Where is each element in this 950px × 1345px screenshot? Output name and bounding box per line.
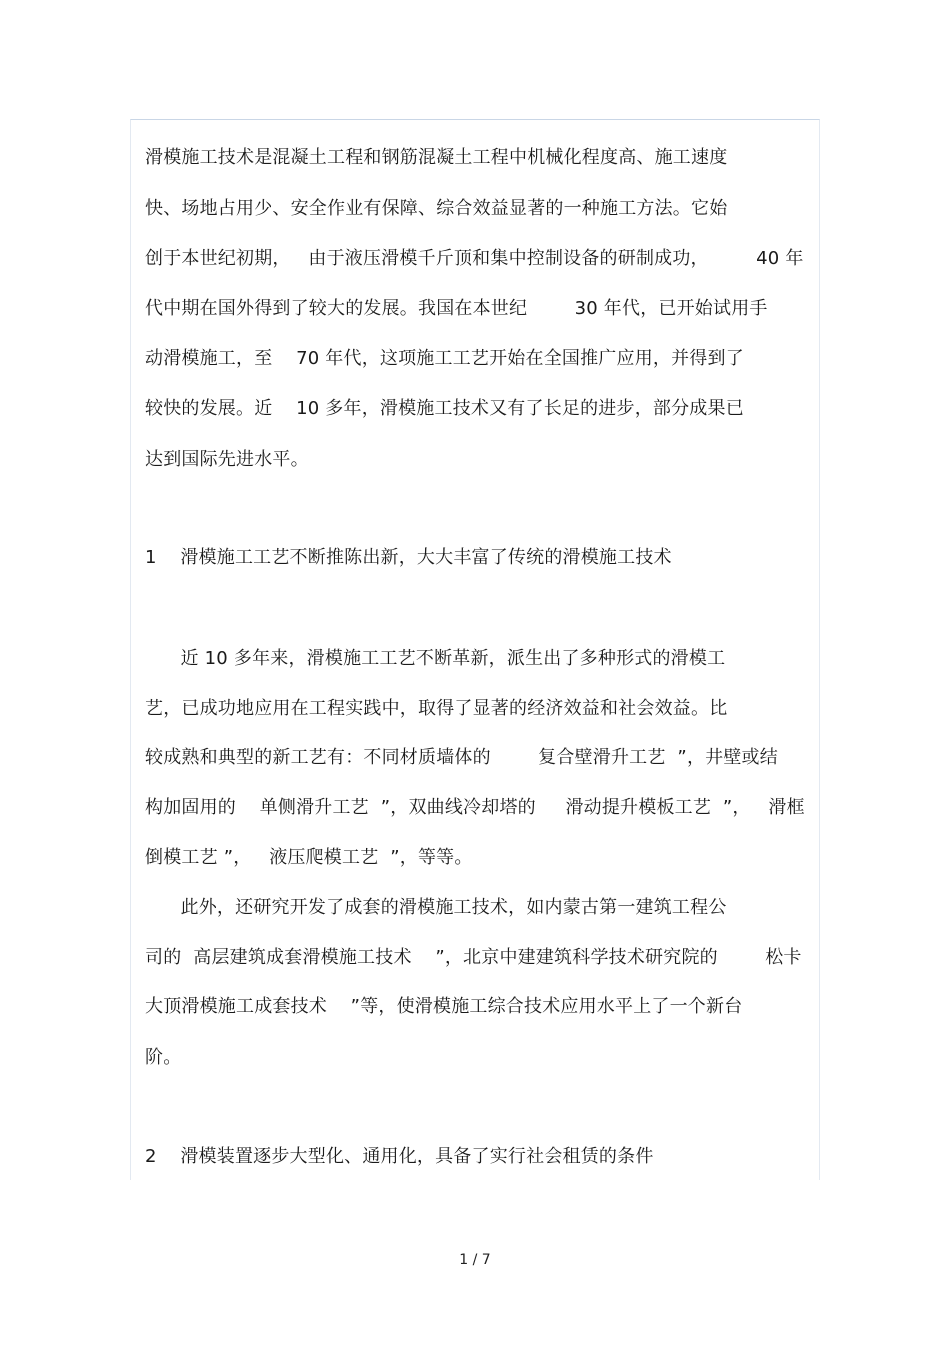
section1b-line-3: 大顶滑模施工成套技术 ”等，使滑模施工综合技术应用水平上了一个新台	[145, 996, 743, 1017]
page-number: 1 / 7	[459, 1252, 491, 1268]
section1-line-5: 倒模工艺 ”， 液压爬模工艺 ”，等等。	[145, 847, 473, 868]
section1-line-1: 近 10 多年来，滑模施工工艺不断革新，派生出了多种形式的滑模工	[145, 648, 726, 669]
section-heading-1: 1 滑模施工工艺不断推陈出新，大大丰富了传统的滑模施工技术	[145, 547, 672, 568]
intro-line-3: 创于本世纪初期， 由于液压滑模千斤顶和集中控制设备的研制成功， 40 年	[145, 248, 804, 269]
intro-line-2: 快、场地占用少、安全作业有保障、综合效益显著的一种施工方法。它始	[145, 198, 728, 219]
section1b-line-2: 司的 高层建筑成套滑模施工技术 ”，北京中建建筑科学技术研究院的 松卡	[145, 947, 802, 968]
intro-line-1: 滑模施工技术是混凝土工程和钢筋混凝土工程中机械化程度高、施工速度	[145, 147, 728, 168]
intro-line-5: 动滑模施工，至 70 年代，这项施工工艺开始在全国推广应用，并得到了	[145, 348, 744, 369]
section-heading-2: 2 滑模装置逐步大型化、通用化，具备了实行社会租赁的条件	[145, 1146, 654, 1167]
section1-line-3: 较成熟和典型的新工艺有：不同材质墙体的 复合壁滑升工艺 ”，井壁或结	[145, 747, 778, 768]
section1-line-4: 构加固用的 单侧滑升工艺 ”，双曲线冷却塔的 滑动提升模板工艺 ”， 滑框	[145, 797, 805, 818]
section1b-line-4: 阶。	[145, 1047, 182, 1068]
intro-line-4: 代中期在国外得到了较大的发展。我国在本世纪 30 年代，已开始试用手	[145, 298, 768, 319]
intro-line-7: 达到国际先进水平。	[145, 449, 309, 470]
intro-line-6: 较快的发展。近 10 多年，滑模施工技术又有了长足的进步，部分成果已	[145, 398, 744, 419]
section1b-line-1: 此外，还研究开发了成套的滑模施工技术，如内蒙古第一建筑工程公	[145, 897, 727, 918]
section1-line-2: 艺，已成功地应用在工程实践中，取得了显著的经济效益和社会效益。比	[145, 698, 728, 719]
